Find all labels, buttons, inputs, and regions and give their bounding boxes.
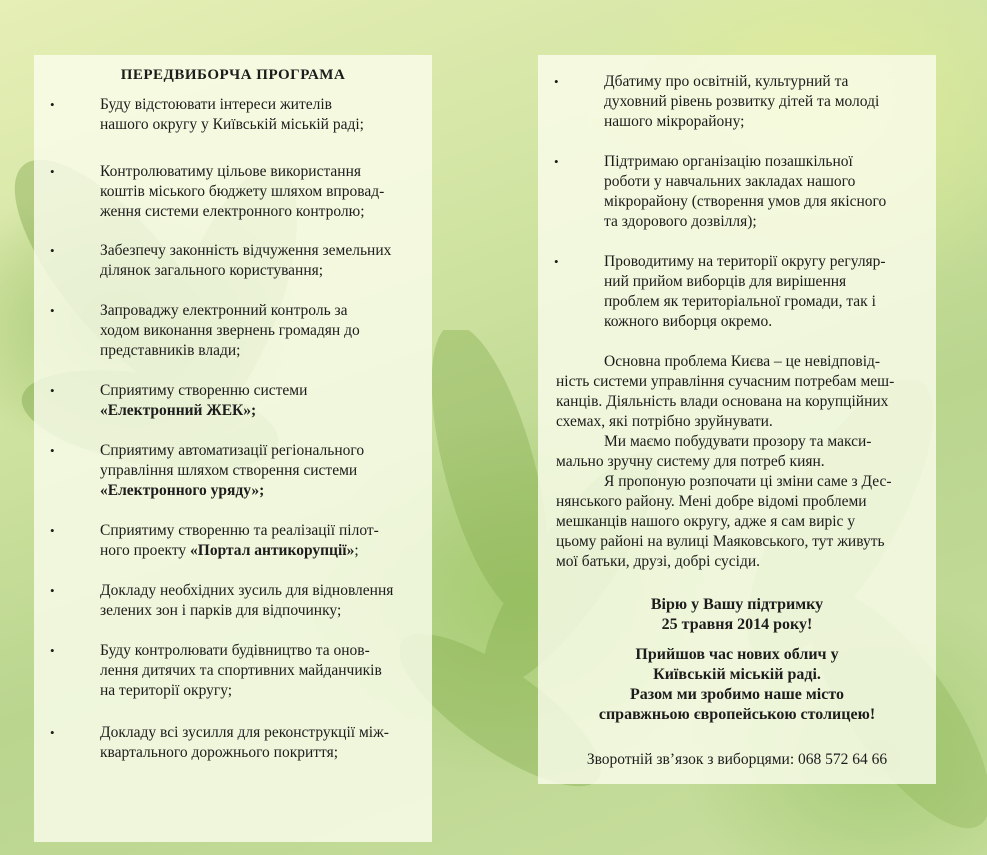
main-paragraph [556,352,914,572]
slogan-line: справжньою європейською столицею! [598,706,876,723]
item-line: ного проекту «Портал антикорупції»; [100,542,359,559]
contact-phone: Зворотній зв’язок з виборцями: 068 572 64 66 [586,751,888,768]
bold-phrase: «Портал антикорупції» [190,542,355,559]
item-line: Запроваджу електронний контроль за [100,302,348,319]
bullet: • [50,303,55,318]
paragraph-line: мої батьки, друзі, добрі сусіди. [556,553,761,570]
paragraph-line: мально зручну систему для потреб киян. [556,453,825,470]
bullet: • [50,383,55,398]
item-line: зелених зон і парків для відпочинку; [100,602,342,619]
support-line: 25 травня 2014 року! [661,616,813,633]
item-line: нашого мікрорайону; [604,113,745,130]
item-line: проблем як територіальної громади, так і [604,293,876,310]
bullet: • [50,164,55,179]
item-line: Підтримаю організацію позашкільної [604,153,853,170]
bullet: • [50,243,55,258]
bullet: • [554,154,559,169]
item-line: Докладу всі зусилля для реконструкції між- [100,724,389,741]
item-line: Забезпечу законність відчуження земельних [100,242,392,259]
item-line: та здорового дозвілля); [604,213,757,230]
bullet: • [50,523,55,538]
item-line: лення дитячих та спортивних майданчиків [100,662,382,679]
slogan-line: Прийшов час нових облич у [635,646,839,663]
bullet: • [554,254,559,269]
item-line: Сприятиму створенню системи [100,382,308,399]
item-line: ходом виконання звернень громадян до [100,322,360,339]
paragraph-line: нянського району. Мені добре відомі проблеми [556,493,867,510]
item-line: нашого округу у Київській міській раді; [100,116,364,133]
item-line: управління шляхом створення системи [100,462,358,479]
item-line: квартального дорожнього покриття; [100,744,339,761]
item-line: кожного виборця окремо. [604,313,773,330]
bullet: • [50,583,55,598]
slogan [538,645,936,725]
bullet: • [554,74,559,89]
item-line: Докладу необхідних зусиль для відновлення [100,582,394,599]
item-line-bold: «Електронного уряду»; [100,482,265,499]
slogan-line: Київській міській раді. [653,666,821,683]
item-line: ділянок загального користування; [100,262,324,279]
item-line: Сприятиму автоматизації регіонального [100,442,365,459]
item-line: Дбатиму про освітній, культурний та [604,73,849,90]
bullet: • [50,643,55,658]
item-line-bold: «Електронний ЖЕК»; [100,402,257,419]
paragraph-line: Я пропоную розпочати ці зміни саме з Дес- [604,473,892,490]
item-line: Буду відстоювати інтереси жителів [100,96,332,113]
paragraph-line: канців. Діяльність влади основана на корупційних [556,393,889,410]
item-line: представників влади; [100,342,241,359]
paragraph-line: схемах, які потрібно зруйнувати. [556,413,773,430]
right-panel [538,55,936,784]
item-line: Буду контролювати будівництво та онов- [100,642,370,659]
item-line: духовний рівень розвитку дітей та молоді [604,93,880,110]
support-message [538,595,936,635]
item-line: Сприятиму створенню та реалізації пілот- [100,522,379,539]
item-line: ження системи електронного контролю; [100,203,365,220]
item-line: мікрорайону (створення умов для якісного [604,193,887,210]
slogan-line: Разом ми зробимо наше місто [630,686,844,703]
support-line: Вірю у Вашу підтримку [650,596,824,613]
program-title: ПЕРЕДВИБОРЧА ПРОГРАМА [120,67,346,83]
bullet: • [50,443,55,458]
paragraph-line: ність системи управління сучасним потребам меш- [556,373,895,390]
paragraph-line: Ми маємо побудувати прозору та макси- [604,433,872,450]
item-line: ний прийом виборців для вирішення [604,273,847,290]
item-line: Проводитиму на території округу регуляр- [604,253,886,270]
paragraph-line: цьому районі на вулиці Маяковського, тут живуть [556,533,885,550]
left-panel [34,55,432,842]
item-line: роботи у навчальних закладах нашого [604,173,856,190]
paragraph-line: мешканців нашого округу, адже я сам виріс у [556,513,856,530]
item-line: коштів міського бюджету шляхом впровад- [100,183,385,200]
bullet: • [50,725,55,740]
item-line: Контролюватиму цільове використання [100,163,362,180]
item-line: на території округу; [100,682,233,699]
paragraph-line: Основна проблема Києва – це невідповід- [604,353,881,370]
bullet: • [50,97,55,112]
